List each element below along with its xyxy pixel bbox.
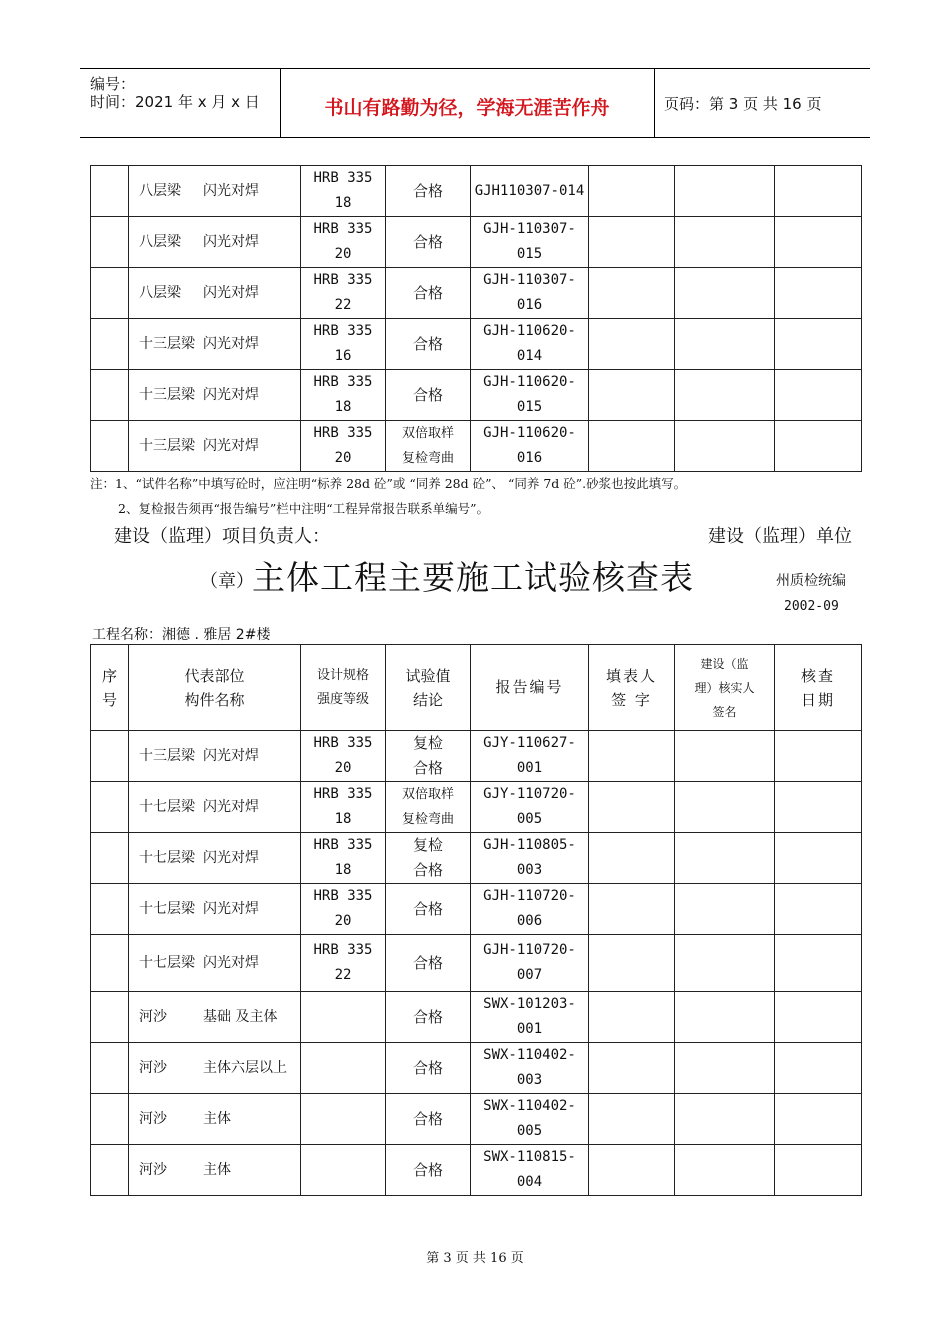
- cell-result: 合格: [386, 217, 471, 268]
- supervision-unit-label: 建设（监理）单位: [708, 526, 852, 547]
- cell-spec: HRB 335 20: [301, 421, 386, 472]
- col-header-filler: 填表人 签 字: [589, 645, 675, 731]
- cell-seq: [91, 421, 129, 472]
- cell-date: [775, 833, 862, 884]
- doc-date-label: 时间：2021 年 x 月 x 日: [90, 93, 260, 111]
- header-page-number: 页码：第 3 页 共 16 页: [664, 95, 822, 113]
- cell-filler: [589, 268, 675, 319]
- page-header: [80, 68, 870, 138]
- cell-verifier: [675, 166, 775, 217]
- col-header-result: 试验值 结论: [386, 645, 471, 731]
- cell-filler: [589, 370, 675, 421]
- cell-part: 十七层梁 闪光对焊: [129, 935, 301, 992]
- cell-report-number: GJH110307-014: [471, 166, 589, 217]
- cell-verifier: [675, 833, 775, 884]
- cell-date: [775, 782, 862, 833]
- cell-filler: [589, 884, 675, 935]
- table-row: [91, 992, 862, 1043]
- header-meta: [80, 69, 281, 137]
- cell-verifier: [675, 1145, 775, 1196]
- cell-verifier: [675, 992, 775, 1043]
- cell-part: 八层梁 闪光对焊: [129, 166, 301, 217]
- cell-filler: [589, 319, 675, 370]
- cell-verifier: [675, 1043, 775, 1094]
- project-leader-label: 建设（监理）项目负责人：: [114, 526, 330, 547]
- cell-part: 河沙 主体六层以上: [129, 1043, 301, 1094]
- table-row: [91, 1145, 862, 1196]
- cell-result: 合格: [386, 992, 471, 1043]
- cell-seq: [91, 319, 129, 370]
- col-header-verifier: 建设（监 理）核实人 签名: [675, 645, 775, 731]
- cell-spec: HRB 335 20: [301, 731, 386, 782]
- col-header-part: 代表部位 构件名称: [129, 645, 301, 731]
- cell-part: 十三层梁 闪光对焊: [129, 370, 301, 421]
- cell-result: 合格: [386, 1094, 471, 1145]
- cell-spec: HRB 335 22: [301, 268, 386, 319]
- cell-report-number: GJH-110720-006: [471, 884, 589, 935]
- cell-seq: [91, 833, 129, 884]
- cell-filler: [589, 935, 675, 992]
- cell-result: 合格: [386, 1043, 471, 1094]
- cell-verifier: [675, 370, 775, 421]
- col-header-seq: 序 号: [91, 645, 129, 731]
- cell-verifier: [675, 1094, 775, 1145]
- cell-spec: HRB 335 20: [301, 217, 386, 268]
- cell-spec: HRB 335 20: [301, 884, 386, 935]
- cell-verifier: [675, 319, 775, 370]
- cell-report-number: GJH-110620-014: [471, 319, 589, 370]
- cell-part: 十七层梁 闪光对焊: [129, 782, 301, 833]
- cell-verifier: [675, 782, 775, 833]
- cell-filler: [589, 166, 675, 217]
- cell-date: [775, 166, 862, 217]
- table-row: [91, 884, 862, 935]
- compiler-label: 州质检统编: [776, 573, 846, 589]
- cell-filler: [589, 1145, 675, 1196]
- cell-report-number: SWX-110402-003: [471, 1043, 589, 1094]
- note-line-2: 2、复检报告须再“报告编号”栏中注明“工程异常报告联系单编号”。: [118, 501, 490, 516]
- table-row: [91, 268, 862, 319]
- cell-report-number: GJH-110620-016: [471, 421, 589, 472]
- footer-page-number: 第 3 页 共 16 页: [426, 1251, 524, 1266]
- cell-seq: [91, 370, 129, 421]
- cell-date: [775, 319, 862, 370]
- cell-result: 合格: [386, 166, 471, 217]
- cell-seq: [91, 992, 129, 1043]
- cell-part: 十七层梁 闪光对焊: [129, 833, 301, 884]
- table-row: [91, 782, 862, 833]
- cell-verifier: [675, 421, 775, 472]
- cell-date: [775, 217, 862, 268]
- cell-report-number: GJH-110720-007: [471, 935, 589, 992]
- cell-filler: [589, 1094, 675, 1145]
- table-header-row: [91, 645, 862, 731]
- cell-date: [775, 992, 862, 1043]
- cell-verifier: [675, 268, 775, 319]
- cell-part: 十三层梁 闪光对焊: [129, 421, 301, 472]
- cell-date: [775, 935, 862, 992]
- cell-result: 合格: [386, 370, 471, 421]
- cell-seq: [91, 731, 129, 782]
- cell-filler: [589, 992, 675, 1043]
- cell-result: 合格: [386, 319, 471, 370]
- table-row: [91, 731, 862, 782]
- cell-seq: [91, 268, 129, 319]
- cell-spec: HRB 335 18: [301, 833, 386, 884]
- cell-result: 合格: [386, 884, 471, 935]
- cell-filler: [589, 1043, 675, 1094]
- cell-report-number: GJH-110307-016: [471, 268, 589, 319]
- compile-year: 2002-09: [784, 599, 839, 614]
- cell-verifier: [675, 935, 775, 992]
- cell-result: 复检 合格: [386, 833, 471, 884]
- col-header-spec: 设计规格 强度等级: [301, 645, 386, 731]
- table-row: [91, 833, 862, 884]
- cell-verifier: [675, 217, 775, 268]
- cell-report-number: SWX-110815-004: [471, 1145, 589, 1196]
- cell-report-number: GJY-110720-005: [471, 782, 589, 833]
- cell-report-number: GJH-110307-015: [471, 217, 589, 268]
- seal-label: （章）: [200, 571, 254, 592]
- cell-report-number: SWX-101203-001: [471, 992, 589, 1043]
- cell-part: 八层梁 闪光对焊: [129, 217, 301, 268]
- cell-seq: [91, 935, 129, 992]
- cell-seq: [91, 884, 129, 935]
- cell-date: [775, 370, 862, 421]
- cell-part: 十七层梁 闪光对焊: [129, 884, 301, 935]
- cell-seq: [91, 782, 129, 833]
- cell-spec: HRB 335 18: [301, 782, 386, 833]
- cell-verifier: [675, 731, 775, 782]
- cell-verifier: [675, 884, 775, 935]
- cell-filler: [589, 833, 675, 884]
- cell-filler: [589, 421, 675, 472]
- cell-result: 合格: [386, 1145, 471, 1196]
- table-row: [91, 217, 862, 268]
- cell-part: 河沙 主体: [129, 1094, 301, 1145]
- cell-part: 河沙 基础 及主体: [129, 992, 301, 1043]
- cell-part: 十三层梁 闪光对焊: [129, 731, 301, 782]
- cell-result: 复检 合格: [386, 731, 471, 782]
- cell-spec: [301, 1043, 386, 1094]
- doc-number-label: 编号：: [90, 75, 136, 93]
- cell-report-number: SWX-110402-005: [471, 1094, 589, 1145]
- header-motto-cell: [280, 69, 655, 137]
- table-row: [91, 421, 862, 472]
- col-header-report: 报告编号: [471, 645, 589, 731]
- cell-seq: [91, 166, 129, 217]
- cell-result: 合格: [386, 935, 471, 992]
- cell-spec: HRB 335 18: [301, 166, 386, 217]
- cell-part: 河沙 主体: [129, 1145, 301, 1196]
- cell-spec: [301, 992, 386, 1043]
- continued-test-table: [90, 165, 862, 472]
- cell-filler: [589, 731, 675, 782]
- cell-part: 八层梁 闪光对焊: [129, 268, 301, 319]
- col-header-date: 核查 日期: [775, 645, 862, 731]
- table-row: [91, 935, 862, 992]
- table-row: [91, 1094, 862, 1145]
- cell-report-number: GJH-110805-003: [471, 833, 589, 884]
- cell-date: [775, 268, 862, 319]
- project-name: 工程名称：湘德 . 雅居 2#楼: [92, 627, 271, 643]
- cell-spec: HRB 335 22: [301, 935, 386, 992]
- cell-result: 双倍取样 复检弯曲: [386, 421, 471, 472]
- cell-report-number: GJY-110627-001: [471, 731, 589, 782]
- cell-filler: [589, 217, 675, 268]
- note-line-1: 注：1、“试件名称”中填写砼时，应注明“标养 28d 砼”或 “同养 28d 砼”、 “同养 7d 砼”.砂浆也按此填写。: [90, 476, 687, 491]
- cell-seq: [91, 1043, 129, 1094]
- cell-date: [775, 1094, 862, 1145]
- cell-spec: HRB 335 16: [301, 319, 386, 370]
- table-row: [91, 319, 862, 370]
- table-row: [91, 166, 862, 217]
- cell-date: [775, 731, 862, 782]
- cell-report-number: GJH-110620-015: [471, 370, 589, 421]
- cell-spec: [301, 1145, 386, 1196]
- table-row: [91, 1043, 862, 1094]
- cell-date: [775, 421, 862, 472]
- cell-result: 合格: [386, 268, 471, 319]
- test-check-table: [90, 644, 862, 1196]
- table-row: [91, 370, 862, 421]
- cell-part: 十三层梁 闪光对焊: [129, 319, 301, 370]
- cell-seq: [91, 1094, 129, 1145]
- cell-date: [775, 884, 862, 935]
- cell-seq: [91, 1145, 129, 1196]
- cell-spec: HRB 335 18: [301, 370, 386, 421]
- cell-spec: [301, 1094, 386, 1145]
- cell-seq: [91, 217, 129, 268]
- cell-date: [775, 1145, 862, 1196]
- header-motto: 书山有路勤为径，学海无涯苦作舟: [324, 97, 610, 119]
- cell-filler: [589, 782, 675, 833]
- cell-date: [775, 1043, 862, 1094]
- cell-result: 双倍取样 复检弯曲: [386, 782, 471, 833]
- page-title: 主体工程主要施工试验核查表: [252, 558, 694, 597]
- header-page-cell: [654, 69, 870, 137]
